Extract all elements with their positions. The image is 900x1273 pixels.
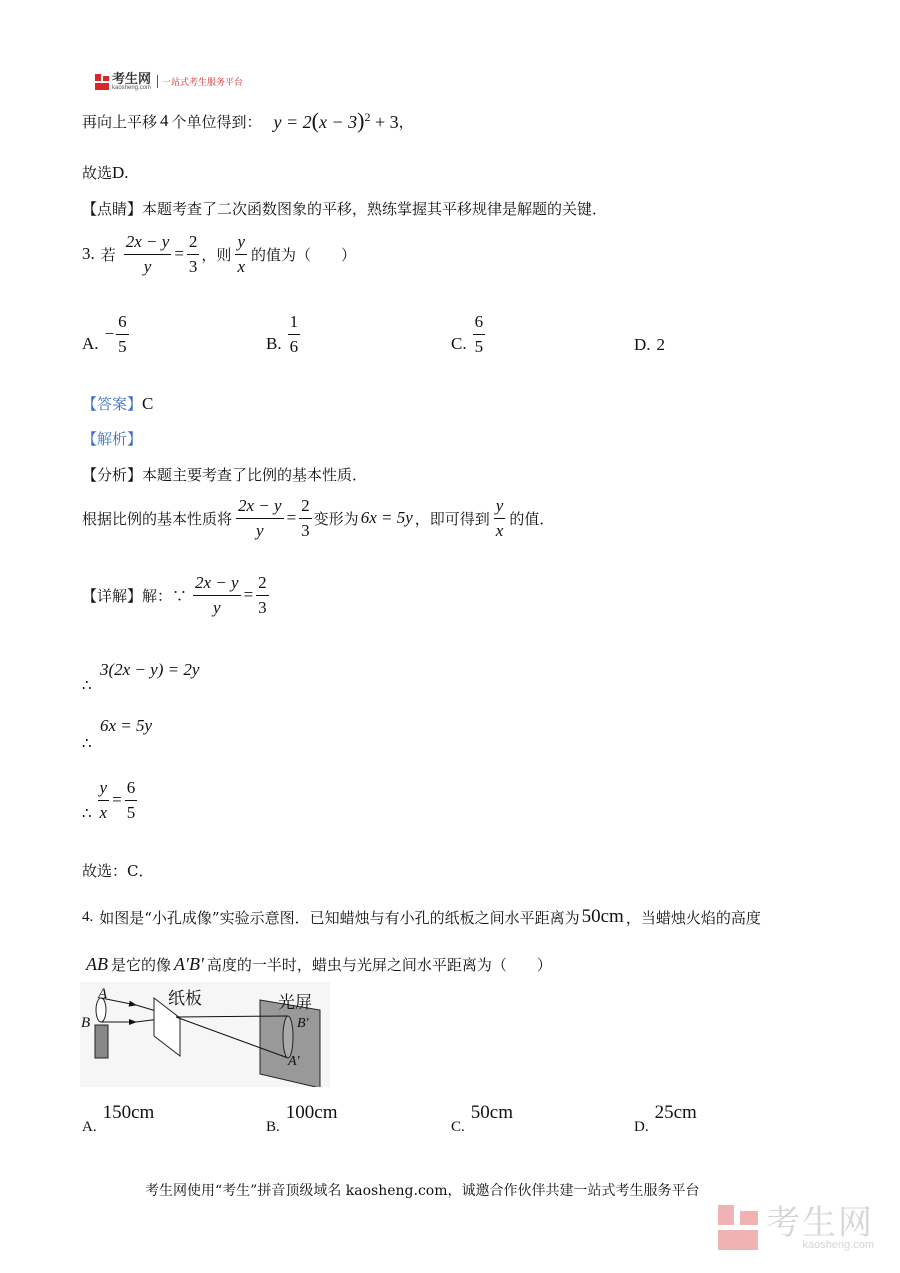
figure-label-screen: 光屏 — [278, 993, 312, 1013]
question-4-line-2: AB 是它的像 A′B′ 高度的一半时，蜡虫与光屏之间水平距离为（ ） — [86, 954, 552, 974]
figure-label-a: A — [98, 986, 108, 1002]
q4-option-d[interactable]: D. 25cm — [634, 1102, 697, 1135]
logo-mark-icon — [95, 74, 109, 90]
candle-body — [95, 1025, 108, 1058]
q4-option-a[interactable]: A. 150cm — [82, 1102, 155, 1135]
logo-sub: kaosheng.com — [112, 85, 152, 91]
q3-option-a[interactable]: A. − $\frac{6}{5}$ — [82, 312, 127, 356]
footer-text: 考生网使用“考生”拼音顶级域名 kaosheng.com，诚邀合作伙伴共建一站式考生服务平台 — [145, 1183, 700, 1199]
figure-label-b: B — [81, 1015, 91, 1031]
figure-label-b-prime: B′ — [297, 1016, 309, 1031]
prev-equation: $y = 2(x - 3)^2 + 3$ — [273, 108, 399, 133]
figure-label-paper: 纸板 — [168, 989, 202, 1009]
q3-fraction-1: $\frac{2x - y}{y}$ — [125, 232, 170, 276]
question-4-line-1: 4. 如图是“小孔成像”实验示意图．已知蜡烛与有小孔的纸板之间水平距离为 50cm ，当蜡烛火焰的高度 — [82, 906, 761, 927]
watermark-mark-icon — [718, 1205, 760, 1251]
q3-option-b[interactable]: B. $\frac{1}{6}$ — [266, 312, 299, 356]
image-flame — [283, 1016, 293, 1058]
basis-line: 根据比例的基本性质将 $\frac{2x - y}{y}$ = $\frac{2}{3}$ 变形为 6x = 5y ，即可得到 $\frac{y}{x}$ 的值． — [82, 496, 555, 540]
q4-option-b[interactable]: B. 100cm — [266, 1102, 338, 1135]
header-logo — [95, 72, 243, 91]
step-2-therefore: ∴ — [82, 734, 92, 752]
prev-choose: 故选D. — [82, 163, 129, 182]
fenxi-line: 【分析】本题主要考查了比例的基本性质． — [82, 466, 368, 484]
q4-option-c[interactable]: C. 50cm — [451, 1102, 513, 1135]
step-1-therefore: ∴ — [82, 676, 92, 694]
prev-shift-line: 再向上平移 4 个单位得到： $y = 2(x - 3)^2 + 3$ ， — [82, 108, 414, 133]
q3-option-d[interactable]: D. 2 — [634, 335, 666, 354]
q3-fraction-3: $\frac{y}{x}$ — [237, 232, 245, 276]
step-3: ∴ $\frac{y}{x}$ = $\frac{6}{5}$ — [82, 778, 136, 823]
logo-text: 考生网 — [112, 71, 152, 86]
watermark — [718, 1205, 874, 1251]
detail-line: 【详解】解：∵ $\frac{2x - y}{y}$ = $\frac{2}{3}$ — [82, 573, 267, 617]
figure-label-a-prime: A′ — [288, 1054, 300, 1069]
watermark-text: 考生网 — [766, 1203, 874, 1242]
watermark-sub: kaosheng.com — [802, 1238, 874, 1251]
q3-option-c[interactable]: C. $\frac{6}{5}$ — [451, 312, 484, 356]
header-slogan: 一站式考生服务平台 — [157, 75, 243, 88]
step-2: 6x = 5y — [100, 716, 153, 735]
answer-choose: 故选：C． — [82, 862, 154, 880]
answer-line: 【答案】 C — [82, 393, 154, 413]
analysis-label: 【解析】 — [82, 430, 143, 448]
q3-fraction-2: $\frac{2}{3}$ — [188, 232, 198, 276]
question-3: 3. 若 $\frac{2x - y}{y}$ = $\frac{2}{3}$ ，则 $\frac{y}{x}$ 的值为（ ） — [82, 232, 356, 276]
prev-comment: 【点睛】本题考查了二次函数图象的平移，熟练掌握其平移规律是解题的关键． — [82, 200, 608, 218]
step-1: 3(2x − y) = 2y — [100, 660, 200, 679]
